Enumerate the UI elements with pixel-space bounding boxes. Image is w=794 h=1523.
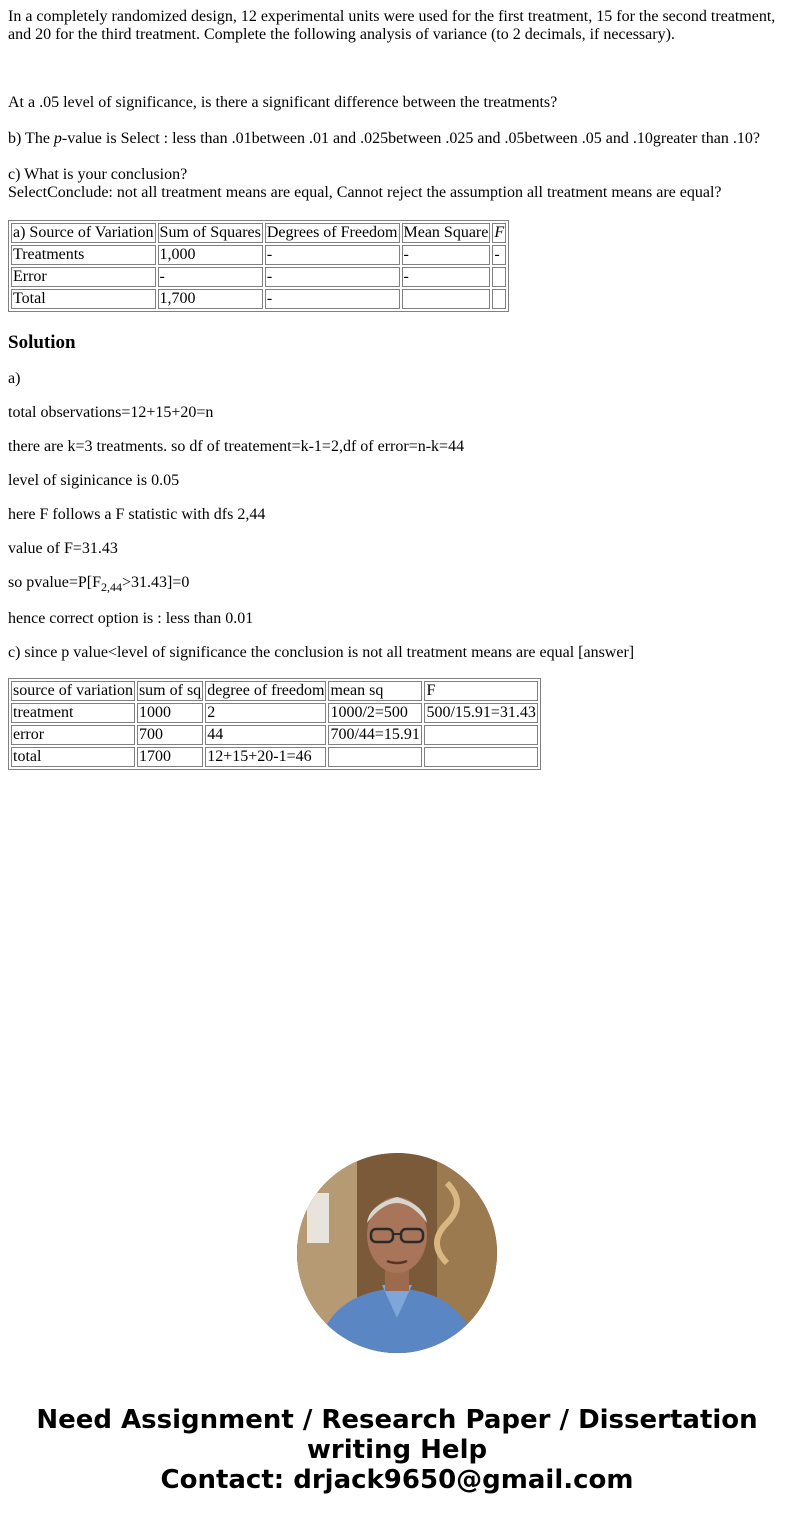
table-cell: 1,000 — [158, 245, 263, 265]
significance-question: At a .05 level of significance, is there a significant difference between the treatments? — [8, 94, 558, 111]
pvalue-suffix: >31.43]=0 — [122, 574, 190, 591]
p-italic: p — [53, 130, 62, 147]
solution-line: there are k=3 treatments. so df of treatement=k-1=2,df of error=n-k=44 — [8, 438, 465, 455]
table-row — [11, 747, 538, 767]
table-cell: 2 — [205, 703, 326, 723]
table-cell: error — [11, 725, 135, 745]
part-b-options[interactable]: -value is Select : less than .01between .01 and .025between .025 and .05between .05 and .10greater than .10? — [61, 130, 760, 147]
table-cell: total — [11, 747, 135, 767]
footer-advert — [0, 1405, 794, 1495]
part-b-prefix: b) The — [8, 130, 54, 147]
table-cell: treatment — [11, 703, 135, 723]
table-cell: 700/44=15.91 — [328, 725, 422, 745]
table-row — [11, 245, 506, 265]
part-c-options[interactable]: SelectConclude: not all treatment means are equal, Cannot reject the assumption all treatment means are equal? — [8, 184, 722, 201]
footer-contact[interactable]: Contact: drjack9650@gmail.com — [160, 1465, 634, 1495]
solution-line: a) — [8, 370, 21, 387]
question-intro: In a completely randomized design, 12 experimental units were used for the first treatment, 15 for the second treatment, and 20 for the third treatment. Complete the following analysis of variance (to 2 decimals, if necessary). — [8, 8, 776, 43]
table-header-cell: Sum of Squares — [159, 224, 261, 241]
table-cell: Error — [11, 267, 156, 287]
solution-line: level of siginicance is 0.05 — [8, 472, 180, 489]
part-b-question — [8, 130, 786, 148]
table-cell — [492, 267, 506, 287]
table-header-cell: F — [424, 681, 537, 701]
table-header-cell: source of variation — [13, 682, 133, 699]
solution-line: value of F=31.43 — [8, 540, 118, 557]
table-header-row — [11, 681, 538, 701]
table-cell: 700 — [137, 725, 203, 745]
table-header-cell: degree of freedom — [207, 682, 325, 699]
pvalue-line — [8, 574, 786, 595]
table-row — [11, 267, 506, 287]
footer-line: writing Help — [306, 1435, 488, 1465]
table-cell — [424, 747, 537, 767]
solution-heading: Solution — [8, 332, 76, 353]
table-row — [11, 703, 538, 723]
solution-body — [8, 370, 786, 662]
table-cell[interactable]: - — [158, 267, 263, 287]
conclusion-line: c) since p value<level of significance the conclusion is not all treatment means are equal [answer] — [8, 644, 635, 661]
table-cell — [424, 725, 537, 745]
table-cell: Treatments — [11, 245, 156, 265]
page-content — [8, 8, 786, 770]
table-cell: 1000 — [137, 703, 203, 723]
part-c-question: c) What is your conclusion? — [8, 166, 188, 183]
option-line: hence correct option is : less than 0.01 — [8, 610, 254, 627]
table-cell: Total — [11, 289, 156, 309]
footer-line: Need Assignment / Research Paper / Dissertation — [36, 1405, 758, 1435]
table-cell: 500/15.91=31.43 — [426, 704, 536, 721]
table-header-cell: a) Source of Variation — [13, 224, 154, 241]
table-cell[interactable]: - — [402, 267, 491, 287]
table-cell[interactable]: - — [265, 289, 400, 309]
table-cell[interactable]: - — [492, 245, 506, 265]
table-cell: 12+15+20-1=46 — [205, 747, 326, 767]
table-row — [11, 289, 506, 309]
table-header-cell: Degrees of Freedom — [266, 224, 398, 241]
table-cell[interactable]: - — [265, 245, 400, 265]
table-header-row — [11, 223, 506, 243]
table-cell[interactable]: - — [402, 245, 491, 265]
table-cell[interactable]: - — [265, 267, 400, 287]
author-portrait-image — [297, 1153, 497, 1353]
solution-anova-table — [8, 678, 541, 770]
table-cell: 1000/2=500 — [328, 703, 422, 723]
table-cell — [492, 289, 506, 309]
pvalue-prefix: so pvalue=P[F — [8, 574, 102, 591]
solution-line: total observations=12+15+20=n — [8, 404, 214, 421]
table-cell — [402, 289, 491, 309]
question-anova-table — [8, 220, 509, 312]
table-cell: 1700 — [137, 747, 203, 767]
table-cell: 44 — [205, 725, 326, 745]
table-header-cell: F — [494, 224, 505, 241]
table-header-cell: mean sq — [328, 681, 422, 701]
solution-line: here F follows a F statistic with dfs 2,44 — [8, 506, 266, 523]
table-header-cell: sum of sq — [138, 682, 202, 699]
table-cell: 1,700 — [158, 289, 263, 309]
table-cell — [328, 747, 422, 767]
table-header-cell: Mean Square — [403, 224, 489, 241]
table-row — [11, 725, 538, 745]
author-avatar — [297, 1153, 497, 1353]
pvalue-subscript: 2,44 — [101, 580, 123, 595]
